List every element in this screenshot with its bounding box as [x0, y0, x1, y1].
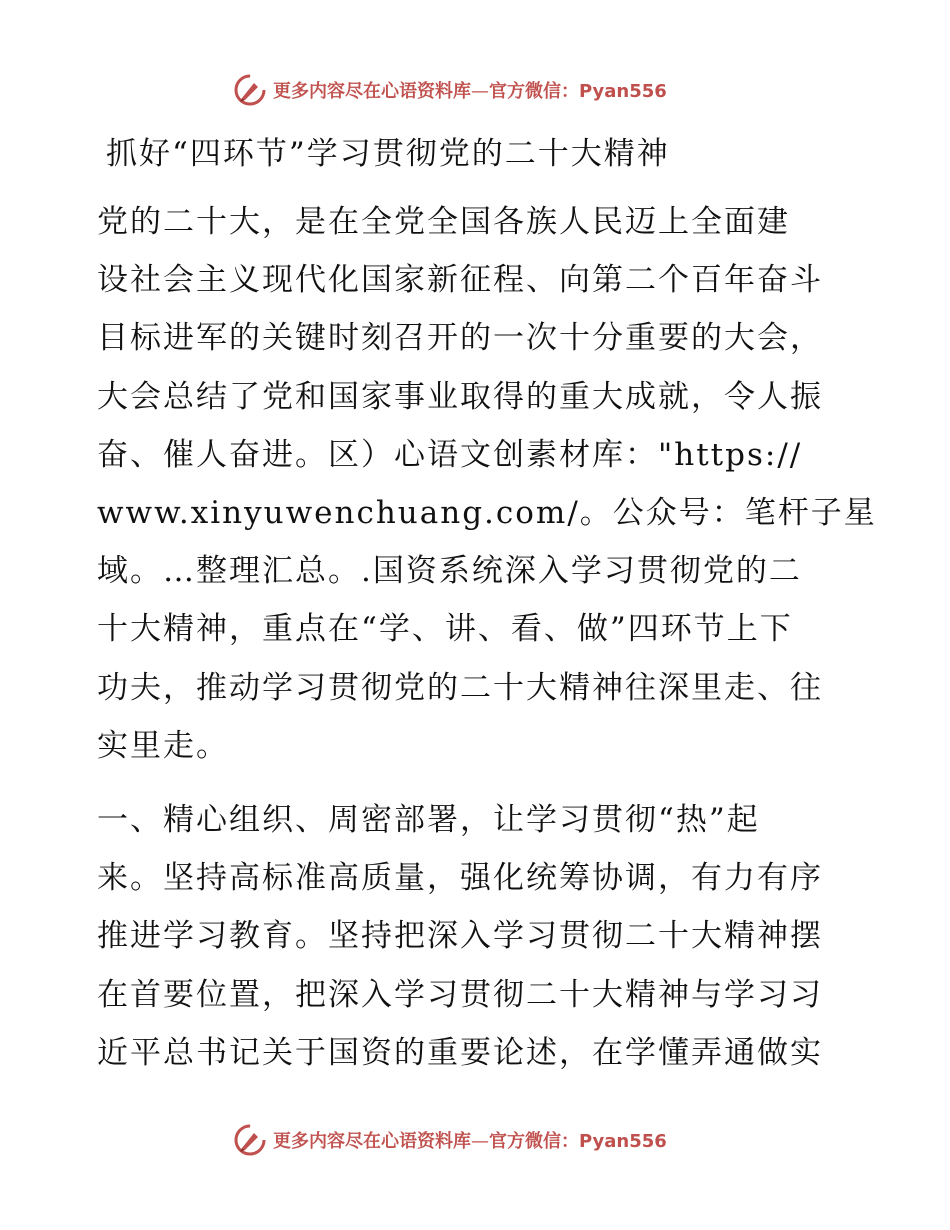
- paragraph-line: 目标进军的关键时刻召开的一次十分重要的大会，: [97, 320, 823, 357]
- footer-separator: —: [471, 1131, 489, 1152]
- footer-brand: 更多内容尽在心语资料库: [273, 1131, 471, 1152]
- paragraph-line: 域。…整理汇总。.国资系统深入学习贯彻党的二: [97, 553, 802, 590]
- footer-banner: [233, 1122, 713, 1158]
- paragraph-line: 大会总结了党和国家事业取得的重大成就，令人振: [97, 378, 823, 415]
- pen-nib-logo-icon: [233, 1123, 267, 1157]
- footer-wechat-label: 官方微信：: [489, 1131, 579, 1152]
- paragraph-line: 在首要位置，把深入学习贯彻二十大精神与学习习: [97, 976, 823, 1013]
- header-banner-text: [273, 77, 667, 103]
- paragraph-line: 奋、催人奋进。区）心语文创素材库："https://: [97, 436, 803, 473]
- paragraph-line: 功夫，推动学习贯彻党的二十大精神往深里走、往: [97, 669, 823, 706]
- header-banner: [233, 72, 713, 108]
- paragraph-1: [97, 193, 877, 775]
- paragraph-line: 来。坚持高标准高质量，强化统筹协调，有力有序: [97, 860, 823, 897]
- header-brand: 更多内容尽在心语资料库: [273, 81, 471, 102]
- paragraph-line: 一、精心组织、周密部署，让学习贯彻“热”起: [97, 802, 760, 838]
- paragraph-line: 党的二十大，是在全党全国各族人民迈上全面建: [97, 204, 790, 240]
- footer-wechat-id: Pyan556: [579, 1131, 667, 1152]
- paragraph-line: 近平总书记关于国资的重要论述，在学懂弄通做实: [97, 1034, 823, 1071]
- paragraph-line: 推进学习教育。坚持把深入学习贯彻二十大精神摆: [97, 918, 823, 955]
- document-title: 抓好“四环节”学习贯彻党的二十大精神: [106, 136, 670, 172]
- paragraph-line: www.xinyuwenchuang.com/。公众号：笔杆子星: [97, 495, 877, 532]
- header-wechat-id: Pyan556: [579, 81, 667, 102]
- paragraph-line: 实里走。: [97, 727, 229, 764]
- paragraph-line: 十大精神，重点在“学、讲、看、做”四环节上下: [97, 611, 793, 648]
- paragraph-2: [97, 791, 857, 1082]
- paragraph-line: 设社会主义现代化国家新征程、向第二个百年奋斗: [97, 262, 823, 299]
- footer-banner-text: [273, 1127, 667, 1153]
- header-wechat-label: 官方微信：: [489, 81, 579, 102]
- header-separator: —: [471, 81, 489, 102]
- pen-nib-logo-icon: [233, 73, 267, 107]
